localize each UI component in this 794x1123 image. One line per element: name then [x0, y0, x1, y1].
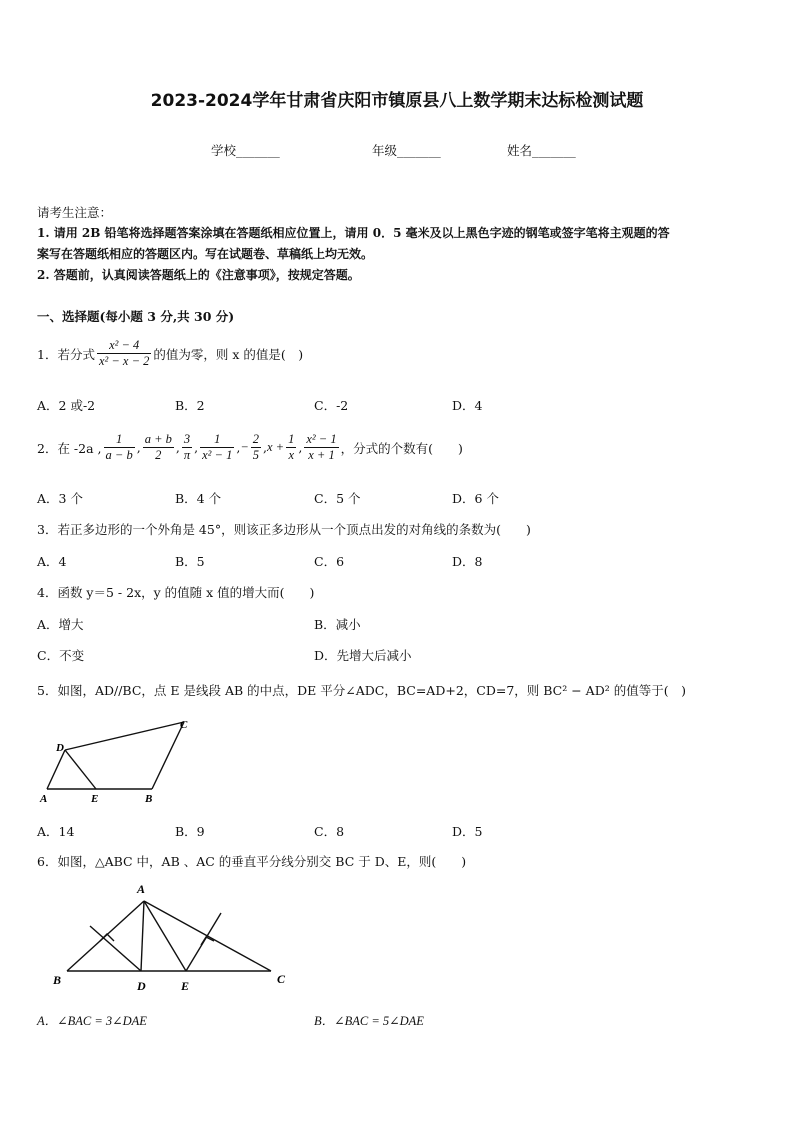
q2-x-plus: x + [267, 440, 285, 454]
q2-fraction-1 [104, 432, 135, 463]
q3-option-b[interactable]: B．5 [175, 554, 205, 569]
question-2: 2．在 -2a , $\frac{1}{a - b}$ , $\frac{a + b}{2}$ , $\frac{3}{\pi}$ , $\frac{1}{\text{x² − 1}}$ , − $\frac{2}{5}$ , x + $\frac{1}{x}$ , $\frac{\text{x² − 1}}{x + 1}$ ，分式的个数有( ) [37, 432, 463, 462]
q5-label-b: B [145, 793, 153, 805]
q2-f1-num: 1 [104, 432, 135, 448]
q2-fraction-2 [143, 432, 174, 463]
q6-figure [45, 878, 295, 998]
q5-segment-dc [65, 722, 184, 750]
q2-fraction-6 [286, 432, 296, 463]
q5-segment-de [65, 750, 96, 789]
grade-field: 年级_______ [372, 143, 441, 158]
q6-label-e: E [181, 979, 190, 993]
q2-option-a[interactable]: A．3 个 [37, 491, 83, 506]
q2-fraction-7 [304, 432, 338, 463]
q5-segment-cb [152, 722, 184, 789]
q2-f2-den: 2 [155, 448, 162, 462]
q6-segment-ae [144, 901, 186, 971]
q5-option-b[interactable]: B．9 [175, 824, 205, 839]
q5-label-a: A [40, 793, 48, 805]
notice-line-1: 1. 请用 2B 铅笔将选择题答案涂填在答题纸相应位置上，请用 0．5 毫米及以上黑色字迹的钢笔或签字笔将主观题的答 [37, 226, 670, 240]
q6-option-a[interactable]: A．∠BAC = 3∠DAE [37, 1014, 147, 1028]
question-5: 5．如图，AD//BC，点 E 是线段 AB 的中点，DE 平分∠ADC，BC=AD+2，CD=7，则 BC² − AD² 的值等于( ) [37, 683, 686, 698]
q6-segment-ad [141, 901, 144, 971]
q6-label-c: C [277, 972, 286, 986]
q3-option-c[interactable]: C．6 [314, 554, 345, 569]
q4-option-b[interactable]: B．减小 [314, 617, 361, 632]
q6-label-a: A [137, 882, 146, 896]
q2-fraction-4 [200, 432, 234, 463]
q5-label-e: E [91, 793, 99, 805]
q2-option-c[interactable]: C．5 个 [314, 491, 361, 506]
q2-f4-num: 1 [200, 432, 234, 448]
q1-numerator: x² − 4 [97, 338, 151, 354]
q5-option-a[interactable]: A．14 [37, 824, 75, 839]
q5-label-c: C [180, 719, 188, 731]
q6-perp-bisector-ab [90, 926, 141, 971]
notice-line-2: 案写在答题纸相应的答题区内。写在试题卷、草稿纸上均无效。 [37, 247, 374, 261]
q2-f7-num: x² − 1 [306, 432, 337, 446]
q1-suffix: 的值为零，则 x 的值是( ) [153, 346, 304, 362]
q2-f4-den: x² − 1 [202, 448, 233, 462]
q1-option-d[interactable]: D．4 [452, 398, 483, 413]
q2-fraction-3 [182, 432, 192, 463]
q2-suffix: ，分式的个数有( ) [340, 440, 463, 456]
q6-label-d: D [137, 979, 146, 993]
section-heading: 一、选择题(每小题 3 分,共 30 分) [37, 309, 235, 324]
question-3: 3．若正多边形的一个外角是 45°，则该正多边形从一个顶点出发的对角线的条数为( ) [37, 522, 531, 537]
question-4: 4．函数 y＝5 - 2x，y 的值随 x 值的增大而( ) [37, 585, 315, 600]
q2-f5-den: 5 [252, 448, 260, 462]
q5-option-d[interactable]: D．5 [452, 824, 483, 839]
q1-fraction [97, 338, 151, 369]
q2-f5-num: 2 [252, 432, 260, 446]
q2-option-d[interactable]: D．6 个 [452, 491, 499, 506]
q2-fraction-5 [251, 432, 261, 463]
name-field: 姓名_______ [507, 143, 576, 158]
question-1 [37, 338, 303, 369]
q3-option-d[interactable]: D．8 [452, 554, 483, 569]
q5-option-c[interactable]: C．8 [314, 824, 345, 839]
q3-option-a[interactable]: A．4 [37, 554, 67, 569]
q5-segment-ad [47, 750, 65, 789]
q5-figure [32, 712, 202, 808]
q2-option-b[interactable]: B．4 个 [175, 491, 222, 506]
q1-option-c[interactable]: C．-2 [314, 398, 349, 413]
q1-option-b[interactable]: B．2 [175, 398, 205, 413]
q6-option-b[interactable]: B．∠BAC = 5∠DAE [314, 1014, 424, 1028]
q2-f1-den: a − b [105, 448, 133, 462]
q1-prefix: 1．若分式 [37, 346, 95, 362]
school-field: 学校_______ [211, 143, 280, 158]
q2-f6-num: 1 [288, 432, 295, 446]
q4-option-c[interactable]: C．不变 [37, 648, 85, 663]
q1-option-a[interactable]: A．2 或-2 [37, 398, 96, 413]
q2-f3-den: π [183, 448, 191, 462]
q1-denominator: x² − x − 2 [98, 354, 150, 368]
q4-option-a[interactable]: A．增大 [37, 617, 84, 632]
q2-f6-den: x [288, 448, 295, 462]
question-6: 6．如图，△ABC 中，AB 、AC 的垂直平分线分别交 BC 于 D、E，则( ) [37, 854, 467, 869]
notice-heading: 请考生注意： [37, 205, 113, 220]
q5-label-d: D [56, 742, 64, 754]
q2-f3-num: 3 [182, 432, 192, 448]
notice-line-3: 2. 答题前，认真阅读答题纸上的《注意事项》，按规定答题。 [37, 268, 360, 282]
q2-prefix: 2．在 -2a , [37, 440, 102, 456]
q2-neg-sign: − [240, 440, 249, 454]
q2-f7-den: x + 1 [308, 448, 335, 462]
q6-label-b: B [53, 973, 62, 987]
q4-option-d[interactable]: D．先增大后减小 [314, 648, 412, 663]
page-title: 2023-2024学年甘肃省庆阳市镇原县八上数学期末达标检测试题 [150, 91, 644, 111]
q2-f2-num: a + b [144, 432, 172, 446]
